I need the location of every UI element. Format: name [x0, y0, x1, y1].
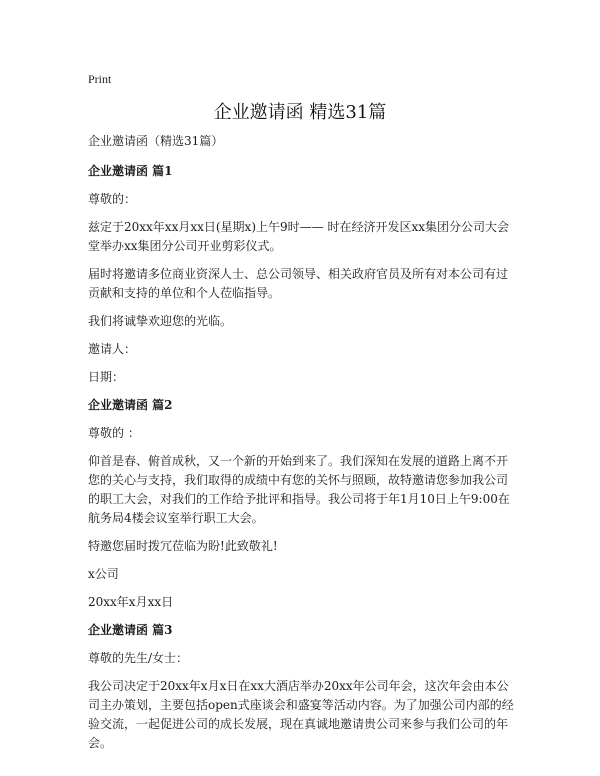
paragraph: x公司: [88, 567, 119, 581]
paragraph: 仰首是春、俯首成秋，又一个新的开始到来了。我们深知在发展的道路上离不开您的关心与支持，我们取得的成绩中有您的关怀与照顾，故特邀请您参加我公司的职工大会，对我们的工作给予批评和指导。我公司将于年1月10日上午9:00在航务局4楼会议室举行职工大会。: [88, 454, 510, 525]
section-heading: 企业邀请函 篇1: [88, 164, 173, 178]
paragraph: 20xx年x月xx日: [88, 595, 174, 609]
paragraph: 届时将邀请多位商业资深人士、总公司领导、相关政府官员及所有对本公司有过贡献和支持的单位和个人莅临指导。: [88, 267, 509, 300]
section-heading: 企业邀请函 篇3: [88, 623, 173, 637]
document-subtitle: 企业邀请函（精选31篇）: [88, 134, 224, 148]
page-title: 企业邀请函 精选31篇: [213, 102, 387, 123]
print-link[interactable]: Print: [88, 72, 112, 86]
paragraph: 邀请人：: [88, 342, 137, 356]
paragraph: 特邀您届时拨冗莅临为盼!此致敬礼!: [88, 539, 278, 553]
paragraph: 尊敬的 ：: [88, 426, 140, 440]
paragraph: 尊敬的：: [88, 192, 137, 206]
paragraph: 我公司决定于20xx年x月x日在xx大酒店举办20xx年公司年会，这次年会由本公司主办策划，主要包括open式座谈会和盛宴等活动内容。为了加强公司内部的经验交流，一起促进公司的成长发展，现在真诚地邀请贵公司来参与我们公司的年会。: [88, 679, 514, 750]
section-heading: 企业邀请函 篇2: [88, 398, 173, 412]
paragraph: 日期：: [88, 370, 125, 384]
paragraph: 尊敬的先生/女士：: [88, 651, 189, 665]
document-body: [88, 132, 518, 762]
paragraph: 我们将诚挚欢迎您的光临。: [88, 314, 233, 328]
paragraph: 兹定于20xx年xx月xx日(星期x)上午9时—— 时在经济开发区xx集团分公司大会堂举办xx集团分公司开业剪彩仪式。: [88, 220, 509, 253]
